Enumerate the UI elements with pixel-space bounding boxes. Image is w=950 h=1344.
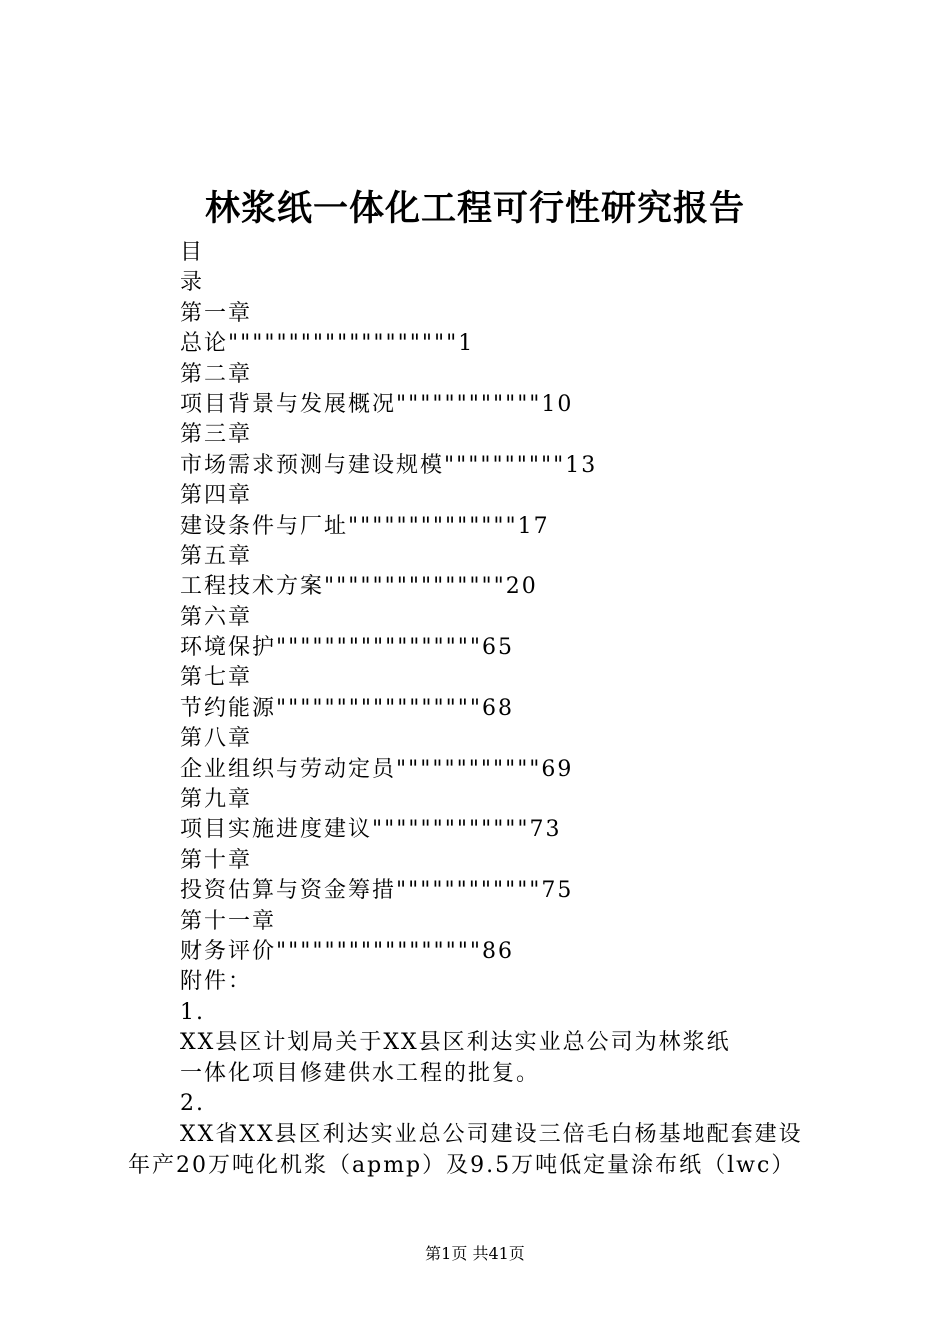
toc-line: 第十一章	[180, 908, 277, 934]
toc-line: 第八章	[180, 726, 253, 752]
toc-line: 项目实施进度建议"""""""""""""73	[180, 817, 562, 843]
toc-line: 项目背景与发展概况""""""""""""10	[180, 391, 574, 417]
toc-line: 企业组织与劳动定员""""""""""""69	[180, 756, 574, 782]
toc-line: 1.	[180, 999, 205, 1025]
toc-line: 第六章	[180, 604, 253, 630]
toc-line: 第七章	[180, 665, 253, 691]
toc-line: 第四章	[180, 483, 253, 509]
toc-line: 第九章	[180, 787, 253, 813]
toc-line: 录	[180, 270, 205, 296]
toc-line: 市场需求预测与建设规模""""""""""13	[180, 452, 598, 478]
toc-line: 第十章	[180, 847, 253, 873]
table-of-contents	[180, 238, 900, 1119]
toc-line: 工程技术方案"""""""""""""""20	[180, 574, 538, 600]
toc-line: 附件：	[180, 969, 253, 995]
toc-line: 财务评价"""""""""""""""""86	[180, 938, 515, 964]
toc-line: 第一章	[180, 300, 253, 326]
toc-line: 投资估算与资金筹措""""""""""""75	[180, 878, 574, 904]
toc-line: 总论"""""""""""""""""""1	[180, 331, 475, 357]
toc-line: 建设条件与厂址""""""""""""""17	[180, 513, 550, 539]
document-title: 林浆纸一体化工程可行性研究报告	[204, 188, 745, 229]
toc-line: XX县区计划局关于XX县区利达实业总公司为林浆纸	[180, 1030, 731, 1056]
toc-line: 目	[180, 240, 205, 265]
paragraph-line: 年产20万吨化机浆（apmp）及9.5万吨低定量涂布纸（lwc）	[128, 1153, 796, 1178]
toc-line: 节约能源"""""""""""""""""68	[180, 695, 515, 721]
page-number: 第1页 共41页	[425, 1244, 525, 1263]
toc-line: 第二章	[180, 361, 253, 387]
paragraph-line: XX省XX县区利达实业总公司建设三倍毛白杨基地配套建设	[180, 1122, 803, 1147]
toc-line: 一体化项目修建供水工程的批复。	[180, 1060, 541, 1086]
toc-line: 2.	[180, 1090, 205, 1116]
toc-line: 第五章	[180, 543, 253, 569]
toc-line: 第三章	[180, 422, 253, 448]
toc-line: 环境保护"""""""""""""""""65	[180, 635, 515, 661]
